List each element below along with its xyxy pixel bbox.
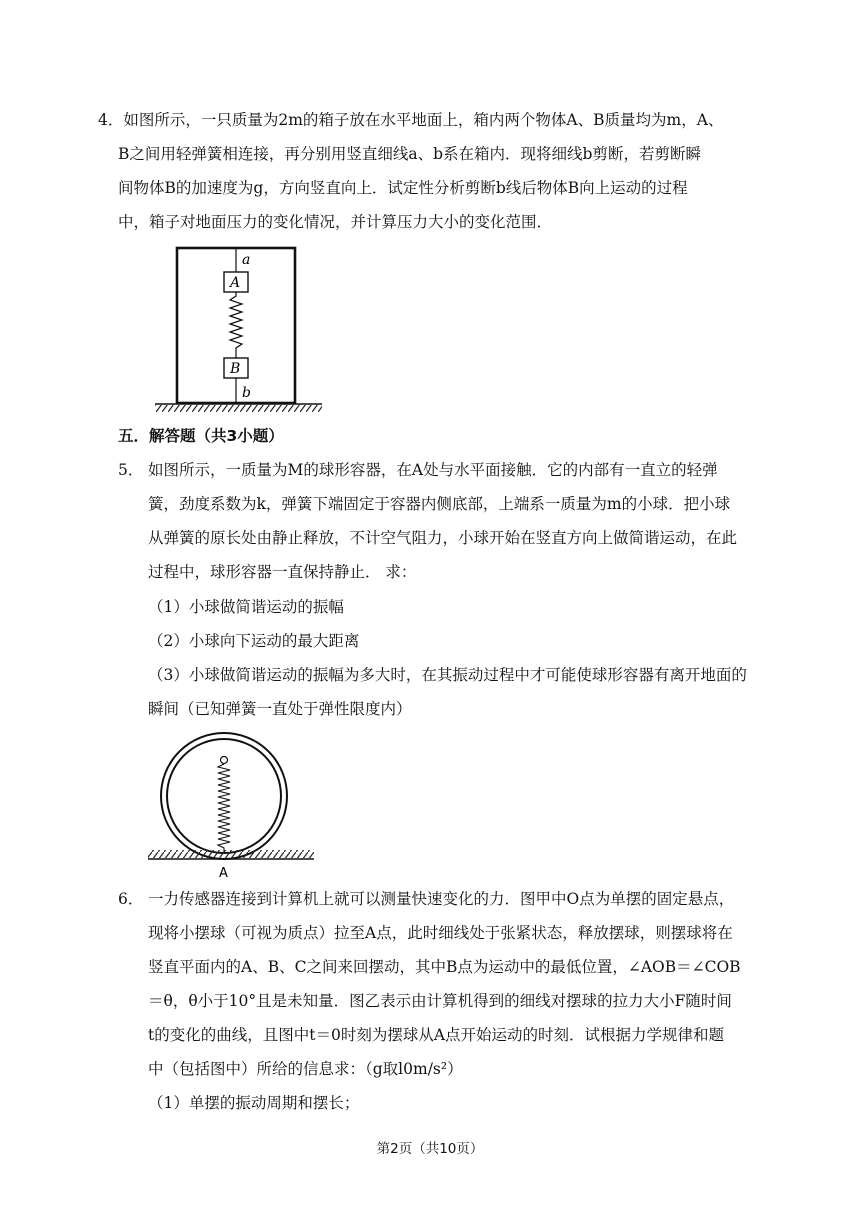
label-b: b xyxy=(242,385,251,401)
ground-hatch-2 xyxy=(148,850,314,858)
ground-hatch xyxy=(155,405,322,412)
inner-spring xyxy=(218,764,230,853)
q4-line-1: 4．如图所示，一只质量为2m的箱子放在水平地面上，箱内两个物体A、B质量均为m，A、 xyxy=(98,111,724,129)
q6-line-6: 中（包括图中）所给的信息求：（g取l0m/s²） xyxy=(148,1060,463,1078)
question-4 xyxy=(98,103,758,239)
label-contact-A: A xyxy=(219,866,228,880)
q5-line-4: 过程中，球形容器一直保持静止． 求： xyxy=(148,563,417,581)
question-5 xyxy=(118,453,743,589)
q5-line-3: 从弹簧的原长处由静止释放，不计空气阻力，小球开始在竖直方向上做简谐运动，在此 xyxy=(148,529,738,547)
q6-line-4: ＝θ，θ小于10°且是未知量．图乙表示由计算机得到的细线对摆球的拉力大小F随时间 xyxy=(148,992,732,1010)
sphere-container-figure xyxy=(146,732,316,880)
label-A: A xyxy=(230,275,241,291)
small-ball xyxy=(221,757,228,764)
q5-sub-3: （3）小球做简谐运动的振幅为多大时，在其振动过程中才可能使球形容器有离开地面的 xyxy=(148,666,747,684)
page-footer: 第2页（共10页） xyxy=(376,1141,484,1157)
label-B: B xyxy=(230,361,241,377)
q4-line-3: 间物体B的加速度为g，方向竖直向上．试定性分析剪断b线后物体B向上运动的过程 xyxy=(118,179,688,197)
q5-line-2: 簧，劲度系数为k，弹簧下端固定于容器内侧底部，上端系一质量为m的小球．把小球 xyxy=(148,495,731,513)
q6-line-3: 竖直平面内的A、B、C之间来回摆动，其中B点为运动中的最低位置，∠AOB＝∠COB xyxy=(148,958,741,976)
q5-sub-2: （2）小球向下运动的最大距离 xyxy=(148,632,360,650)
q5-line-1: 如图所示，一质量为M的球形容器，在A处与水平面接触．它的内部有一直立的轻弹 xyxy=(148,461,718,479)
box-spring-figure xyxy=(150,244,330,414)
q4-number: 4． xyxy=(98,111,124,129)
q5-sub-1: （1）小球做简谐运动的振幅 xyxy=(148,598,344,616)
q6-line-1: 一力传感器连接到计算机上就可以测量快速变化的力．图甲中O点为单摆的固定悬点， xyxy=(148,890,735,908)
q4-line-4: 中，箱子对地面压力的变化情况，并计算压力大小的变化范围． xyxy=(118,213,553,231)
q6-line-5: t的变化的曲线，且图中t＝0时刻为摆球从A点开始运动的时刻．试根据力学规律和题 xyxy=(148,1026,725,1044)
spring xyxy=(230,292,242,358)
label-a: a xyxy=(242,252,251,268)
q6-line-2: 现将小摆球（可视为质点）拉至A点，此时细线处于张紧状态，释放摆球，则摆球将在 xyxy=(148,924,733,942)
q6-number: 6． xyxy=(118,890,144,908)
q5-number: 5． xyxy=(118,461,144,479)
q6-sub-1: （1）单摆的振动周期和摆长； xyxy=(148,1094,360,1112)
section-title: 五．解答题（共3小题） xyxy=(118,427,284,445)
q4-line-2: B之间用轻弹簧相连接，再分别用竖直细线a、b系在箱内．现将细线b剪断，若剪断瞬 xyxy=(118,145,701,163)
q5-sub-3-cont: 瞬间（已知弹簧一直处于弹性限度内） xyxy=(148,700,412,718)
question-6 xyxy=(118,882,743,1086)
